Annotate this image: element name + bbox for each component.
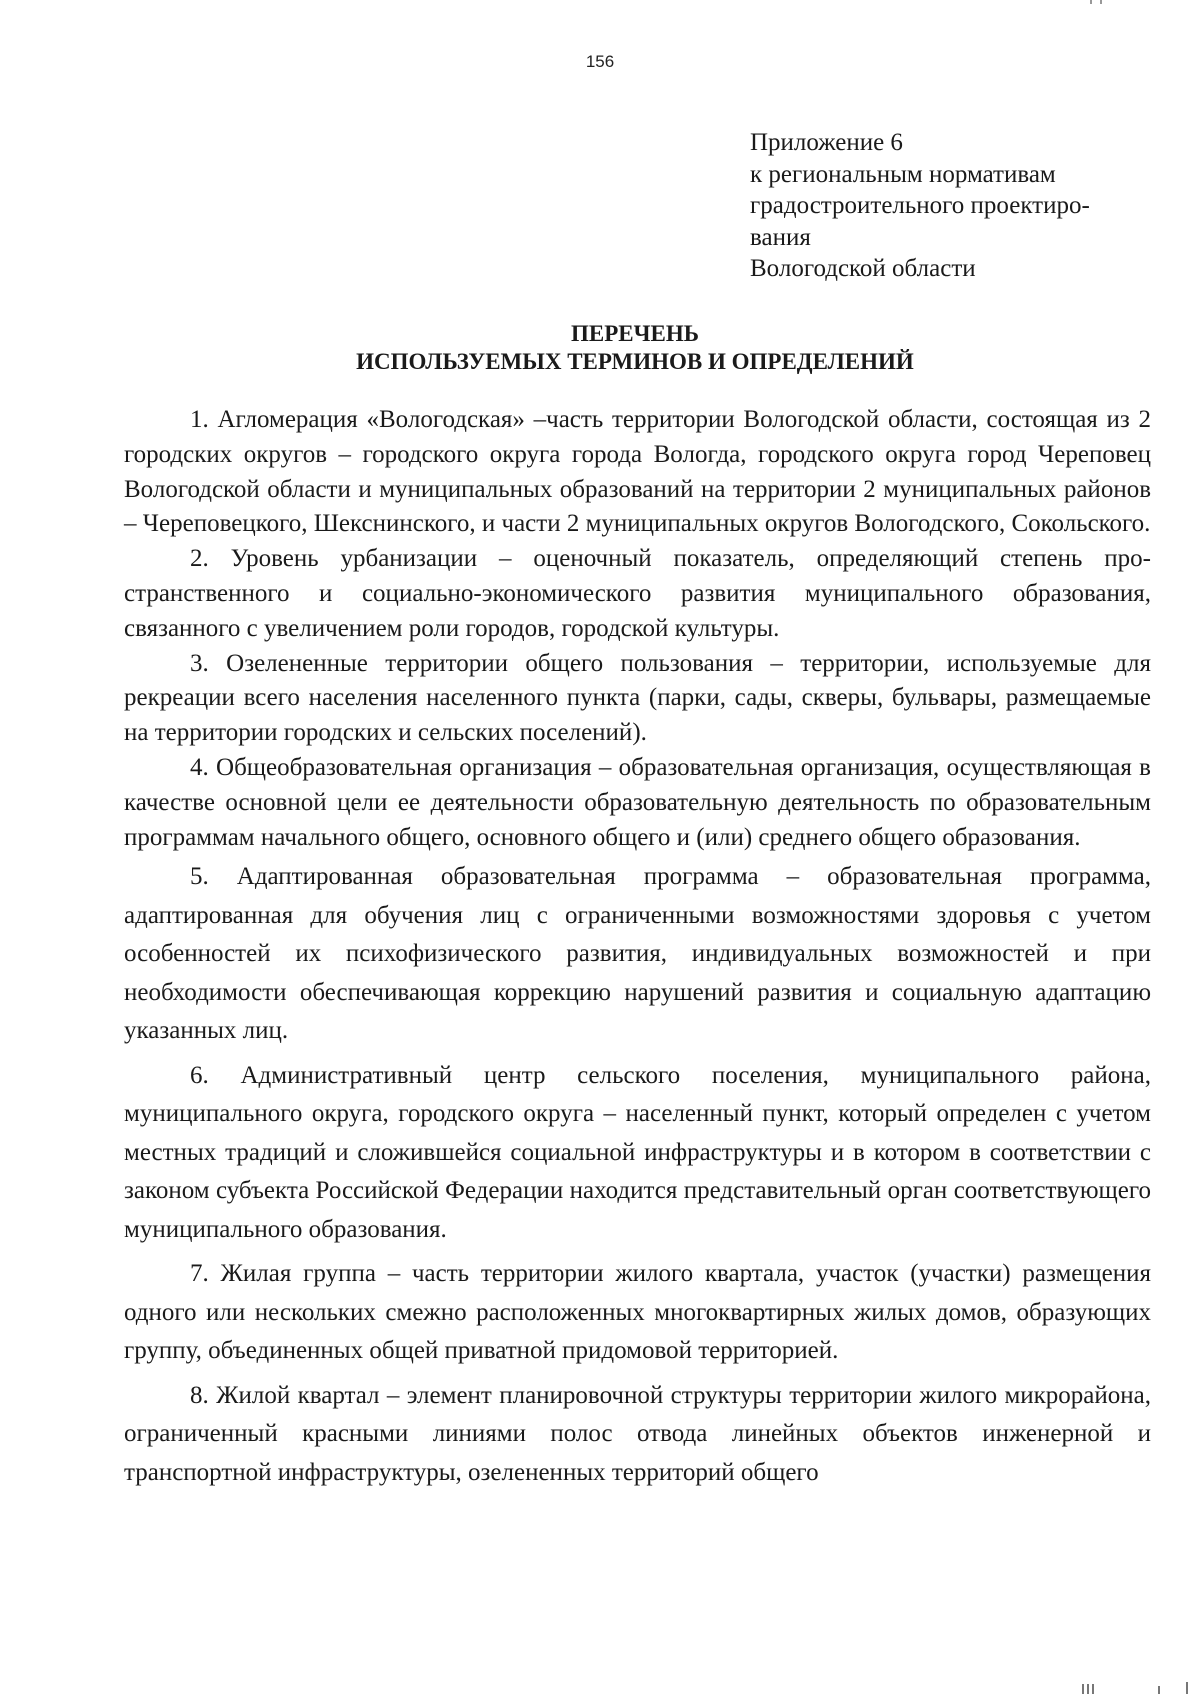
scan-artifact bbox=[1090, 0, 1092, 4]
term-paragraph-6: 6. Административный центр сельского поселения, муниципального района, муниципального округа, городского округа – населенный пункт, который определен с учетом местных традиций и сложившейся социальной инфраструктуры и в котором в соответствии с законом субъекта Российской Федерации находится представительный орган соответствующего муниципального образования. bbox=[124, 1061, 1151, 1243]
term-paragraph-2: 2. Уровень урбанизации – оценочный показатель, определяющий степень пространственного и социально-экономического развития муниципального образования, связанного с увеличением роли городов, городской культуры. bbox=[124, 545, 1151, 642]
term-paragraph-5: 5. Адаптированная образовательная программа – образовательная программа, адаптированная для обучения лиц с ограниченными возможностями здоровья с учетом особенностей их психофизического развития, индивидуальных возможностей и при необходимости обеспечивающая коррекцию нарушений развития и социальную адаптацию указанных лиц. bbox=[124, 863, 1151, 1045]
annex-line: градостроительного проектиро- bbox=[750, 192, 1090, 219]
scan-artifact bbox=[1100, 0, 1102, 4]
annex-block bbox=[750, 127, 1150, 285]
scan-artifact bbox=[1087, 1684, 1089, 1694]
heading-subtitle: ИСПОЛЬЗУЕМЫХ ТЕРМИНОВ И ОПРЕДЕЛЕНИЙ bbox=[356, 349, 914, 374]
scan-artifact bbox=[1186, 1682, 1188, 1694]
annex-line: Приложение 6 bbox=[750, 129, 903, 156]
scan-artifact bbox=[1158, 1686, 1160, 1694]
scan-artifact bbox=[1092, 1684, 1094, 1694]
annex-line: к региональным нормативам bbox=[750, 160, 1056, 188]
document-heading bbox=[0, 320, 1200, 376]
term-paragraph-7: 7. Жилая группа – часть территории жилого квартала, участок (участки) размещения одного или нескольких смежно расположенных многоквартирных жилых домов, образующих группу, объединенных общей приватной придомовой территорией. bbox=[124, 1260, 1151, 1365]
terms-list bbox=[124, 403, 1151, 1492]
annex-line: Вологодской области bbox=[750, 255, 976, 282]
scan-artifact bbox=[1082, 1684, 1084, 1694]
annex-line: вания bbox=[750, 223, 811, 251]
page-number: 156 bbox=[585, 52, 615, 71]
heading-title: ПЕРЕЧЕНЬ bbox=[571, 321, 699, 346]
term-paragraph-1: 1. Агломерация «Вологодская» –часть территории Вологодской области, состоящая из 2 городских округов – городского округа города Вологда, городского округа город Череповец Вологодской области и муниципальных образований на территории 2 муниципальных районов – Череповецкого, Шекснинского, и части 2 муниципальных округов Вологодского, Сокольского. bbox=[124, 406, 1151, 538]
term-paragraph-8: 8. Жилой квартал – элемент планировочной структуры территории жилого микрорайона, ограниченный красными линиями полос отвода линейных объектов инженерной и транспортной инфраструктуры, озелененных территорий общего bbox=[124, 1381, 1151, 1486]
term-paragraph-3: 3. Озелененные территории общего пользования – территории, используемые для рекреации всего населения населенного пункта (парки, сады, скверы, бульвары, размещаемые на территории городских и сельских поселений). bbox=[124, 649, 1151, 747]
term-paragraph-4: 4. Общеобразовательная организация – образовательная организация, осуществляющая в качестве основной цели ее деятельности образовательную деятельность по образовательным программам начального общего, основного общего и (или) среднего общего образования. bbox=[124, 753, 1151, 851]
